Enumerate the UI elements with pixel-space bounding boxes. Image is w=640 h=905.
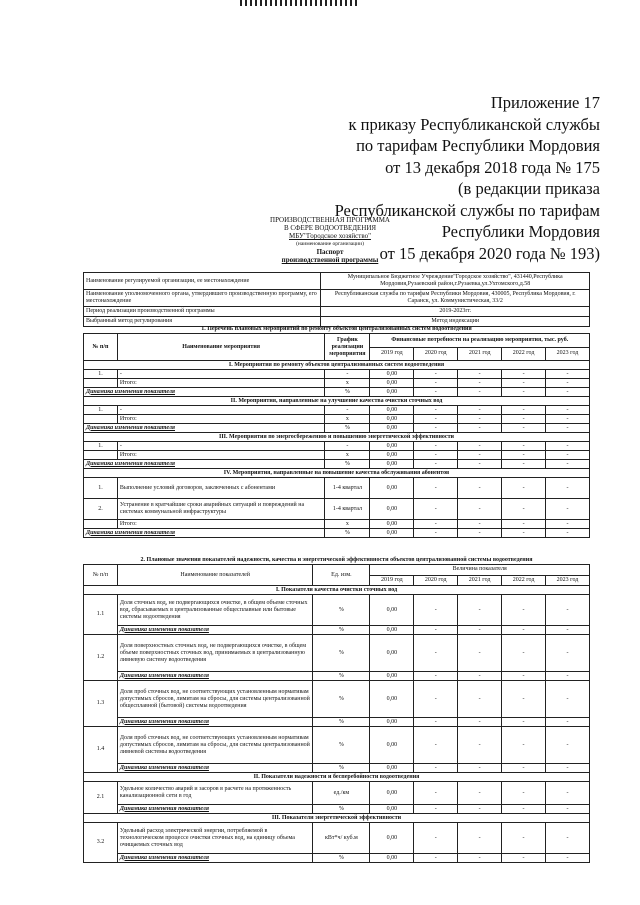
value-cell: - (458, 823, 502, 854)
year-header: 2021 год (458, 575, 502, 586)
row-number: 1. (84, 442, 118, 451)
indicator-name: Доля проб сточных вод, не соответствующих установленным нормативам допустимых сбросов, лимитам на сбросы, для системы централизованной ливневой системы водоотведения (117, 727, 313, 764)
passport-value: Муниципальное Бюджетное Учреждение"Городское хозяйство", 431440,Республика Мордовия,Рузаевский район,г.Рузаевка,ул.Ухтомского,д.58 (321, 273, 590, 290)
schedule-cell: 1-4 квартал (325, 478, 370, 499)
indicator-name: Удельное количество аварий и засоров в расчете на протяженность канализационной сети в год (117, 782, 313, 805)
value-cell: - (546, 370, 590, 379)
col-number: № п/п (84, 334, 118, 361)
value-cell: - (458, 718, 502, 727)
value-cell: 0,00 (370, 478, 414, 499)
unit-cell: % (313, 764, 370, 773)
year-header: 2022 год (502, 575, 546, 586)
value-cell: - (546, 415, 590, 424)
dynamics-label: Динамика изменения показателя (117, 805, 313, 814)
col-indicator-name: Наименование показателей (117, 565, 313, 586)
row-number: 1. (84, 370, 118, 379)
value-cell: - (546, 424, 590, 433)
header-line: от 15 декабря 2020 года № 193) (379, 243, 600, 263)
value-cell: - (546, 635, 590, 672)
value-cell: - (502, 805, 546, 814)
value-cell: - (414, 764, 458, 773)
value-cell: - (546, 388, 590, 397)
dynamics-label: Динамика изменения показателя (84, 388, 325, 397)
value-cell: - (414, 672, 458, 681)
value-cell: 0,00 (370, 442, 414, 451)
table-row (84, 672, 590, 681)
value-cell: 0,00 (370, 499, 414, 520)
row-number: 1.2 (84, 635, 118, 681)
value-cell: 0,00 (370, 370, 414, 379)
total-label: Итого: (117, 415, 325, 424)
unit-cell: % (313, 718, 370, 727)
value-cell: - (414, 718, 458, 727)
value-cell: - (546, 681, 590, 718)
table-header-row (84, 565, 590, 576)
table-row (84, 595, 590, 626)
dynamics-label: Динамика изменения показателя (117, 764, 313, 773)
value-cell: - (414, 478, 458, 499)
measure-name: - (117, 370, 325, 379)
value-cell: - (546, 451, 590, 460)
unit-cell: % (313, 681, 370, 718)
value-cell: 0,00 (370, 415, 414, 424)
table-row (84, 782, 590, 805)
value-cell: - (502, 727, 546, 764)
value-cell: - (502, 451, 546, 460)
measures-table (83, 325, 590, 538)
value-cell: 0,00 (370, 854, 414, 863)
value-cell: 0,00 (370, 388, 414, 397)
dynamics-label: Динамика изменения показателя (84, 529, 325, 538)
value-cell: - (546, 626, 590, 635)
schedule-cell: х (325, 520, 370, 529)
value-cell: - (502, 595, 546, 626)
value-cell: - (546, 764, 590, 773)
value-cell: 0,00 (370, 451, 414, 460)
value-cell: - (502, 424, 546, 433)
table-row (84, 718, 590, 727)
value-cell: - (458, 529, 502, 538)
header-line: от 13 декабря 2018 года № 175 (385, 157, 600, 177)
unit-cell: % (313, 727, 370, 764)
value-cell: - (458, 478, 502, 499)
schedule-cell: х (325, 379, 370, 388)
scan-mark (240, 0, 360, 6)
year-header: 2020 год (414, 575, 458, 586)
value-cell: - (502, 379, 546, 388)
table-row (84, 406, 590, 415)
table-row (84, 273, 590, 290)
section-heading: III. Мероприятия по энергосбережению и повышению энергетической эффективности (84, 433, 590, 442)
value-cell: - (502, 415, 546, 424)
row-number: 1.3 (84, 681, 118, 727)
value-cell: - (546, 595, 590, 626)
value-cell: - (502, 718, 546, 727)
year-header: 2023 год (546, 347, 590, 361)
table-row (84, 451, 590, 460)
value-cell: - (458, 415, 502, 424)
value-cell: - (546, 529, 590, 538)
unit-cell: % (313, 805, 370, 814)
value-cell: 0,00 (370, 626, 414, 635)
value-cell: - (458, 370, 502, 379)
value-cell: - (458, 681, 502, 718)
schedule-cell: - (325, 370, 370, 379)
indicator-name: Доля поверхностных сточных вод, не подвергающихся очистке, в общем объеме поверхностных сточных вод, принимаемых в централизованную ливневую систему водоотведения (117, 635, 313, 672)
col-unit: Ед. изм. (313, 565, 370, 586)
value-cell: - (546, 379, 590, 388)
value-cell: - (414, 681, 458, 718)
year-header: 2021 год (458, 347, 502, 361)
value-cell: - (546, 718, 590, 727)
value-cell: - (458, 727, 502, 764)
value-cell: - (414, 595, 458, 626)
table-row (84, 370, 590, 379)
passport-value: 2019-2023гг. (321, 307, 590, 317)
value-cell: - (502, 478, 546, 499)
dynamics-label: Динамика изменения показателя (117, 854, 313, 863)
value-cell: 0,00 (370, 379, 414, 388)
value-cell: - (502, 764, 546, 773)
measure-name: Устранение в кратчайшие сроки аварийных ситуаций и повреждений на системах коммунальной инфраструктуры (117, 499, 325, 520)
dynamics-label: Динамика изменения показателя (84, 460, 325, 469)
row-number: 1.1 (84, 595, 118, 635)
unit-cell: % (325, 529, 370, 538)
table-row (84, 415, 590, 424)
value-cell: - (458, 672, 502, 681)
value-cell: - (502, 635, 546, 672)
value-cell: - (546, 406, 590, 415)
unit-cell: кВт*ч/ куб.м (313, 823, 370, 854)
passport-value: Метод индексации (321, 317, 590, 327)
value-cell: - (414, 529, 458, 538)
table-row (84, 460, 590, 469)
passport-table (83, 272, 590, 327)
value-cell: 0,00 (370, 681, 414, 718)
total-label: Итого: (117, 520, 325, 529)
unit-cell: % (313, 854, 370, 863)
value-cell: - (502, 499, 546, 520)
program-title-block (160, 216, 500, 264)
passport-label: Наименование уполномоченного органа, утвердившего производственную программу, его местонахождение (84, 290, 321, 307)
header-line: Приложение 17 (490, 93, 600, 112)
header-line: Республиканской службы по тарифам (334, 200, 600, 220)
section-heading: III. Показатели энергетической эффективности (84, 814, 590, 823)
row-number: 2. (84, 499, 118, 520)
value-cell: - (502, 681, 546, 718)
schedule-cell: - (325, 442, 370, 451)
row-number: 1. (84, 478, 118, 499)
passport-subtitle: производственной программы (281, 256, 379, 264)
value-cell: 0,00 (370, 782, 414, 805)
value-cell: - (458, 782, 502, 805)
table-row (84, 635, 590, 672)
value-cell: - (458, 595, 502, 626)
total-label: Итого: (117, 379, 325, 388)
schedule-cell: 1-4 квартал (325, 499, 370, 520)
value-cell: - (414, 370, 458, 379)
value-cell: - (502, 520, 546, 529)
table-row (84, 727, 590, 764)
indicator-name: Удельный расход электрической энергии, потребляемой в технологическом процессе очистки сточных вод, на единицу объема очищаемых сточных вод (117, 823, 313, 854)
year-header: 2022 год (502, 347, 546, 361)
value-cell: - (502, 442, 546, 451)
table-row (84, 764, 590, 773)
value-cell: - (414, 782, 458, 805)
unit-cell: % (313, 595, 370, 626)
row-number: 1. (84, 406, 118, 415)
value-cell: - (546, 520, 590, 529)
value-cell: - (546, 478, 590, 499)
value-cell: - (458, 764, 502, 773)
value-cell: - (414, 406, 458, 415)
dynamics-label: Динамика изменения показателя (117, 672, 313, 681)
value-cell: - (458, 406, 502, 415)
value-cell: 0,00 (370, 595, 414, 626)
value-cell: - (458, 805, 502, 814)
dynamics-label: Динамика изменения показателя (117, 626, 313, 635)
value-cell: - (458, 451, 502, 460)
value-cell: - (414, 626, 458, 635)
unit-cell: ед./км (313, 782, 370, 805)
value-cell: - (458, 520, 502, 529)
passport-label: Период реализации производственной программы (84, 307, 321, 317)
table-header-row (84, 334, 590, 348)
value-cell: - (414, 805, 458, 814)
value-cell: - (414, 379, 458, 388)
value-cell: 0,00 (370, 718, 414, 727)
table-row (84, 823, 590, 854)
value-cell: - (546, 499, 590, 520)
section-heading: I. Показатели качества очистки сточных вод (84, 586, 590, 595)
value-cell: 0,00 (370, 672, 414, 681)
schedule-cell: х (325, 415, 370, 424)
section-heading: II. Показатели надежности и бесперебойности водоотведения (84, 773, 590, 782)
unit-cell: % (325, 388, 370, 397)
header-line: (в редакции приказа (458, 179, 600, 198)
passport-label: Наименование регулируемой организации, ее местонахождение (84, 273, 321, 290)
value-cell: 0,00 (370, 635, 414, 672)
year-header: 2019 год (370, 575, 414, 586)
value-cell: 0,00 (370, 764, 414, 773)
table-row (84, 854, 590, 863)
year-header: 2023 год (546, 575, 590, 586)
col-number: № п/п (84, 565, 118, 586)
value-cell: - (458, 854, 502, 863)
passport-value: Республиканская служба по тарифам Республики Мордовия, 430005, Республика Мордовия, г. Саранск, ул. Коммунистическая, 33/2 (321, 290, 590, 307)
value-cell: 0,00 (370, 520, 414, 529)
value-cell: 0,00 (370, 529, 414, 538)
value-cell: - (458, 460, 502, 469)
organization-name: МБУ"Городское хозяйство" (289, 232, 371, 240)
value-cell: - (458, 388, 502, 397)
value-cell: 0,00 (370, 823, 414, 854)
unit-cell: % (325, 460, 370, 469)
measures-caption: 1. Перечень плановых мероприятий по ремонту объектов централизованных систем водоотведения (84, 325, 590, 334)
value-cell: - (458, 499, 502, 520)
value-cell: - (502, 388, 546, 397)
value-cell: - (414, 727, 458, 764)
dynamics-label: Динамика изменения показателя (117, 718, 313, 727)
value-cell: - (546, 460, 590, 469)
value-cell: - (414, 424, 458, 433)
value-cell: 0,00 (370, 727, 414, 764)
value-cell: - (502, 406, 546, 415)
value-cell: - (458, 442, 502, 451)
table-row (84, 626, 590, 635)
value-cell: - (414, 520, 458, 529)
value-cell: - (414, 442, 458, 451)
table-row (84, 388, 590, 397)
section-heading: I. Мероприятия по ремонту объектов централизованных систем водоотведения (84, 361, 590, 370)
total-label: Итого: (117, 451, 325, 460)
value-cell: - (414, 854, 458, 863)
unit-cell: % (325, 424, 370, 433)
dynamics-label: Динамика изменения показателя (84, 424, 325, 433)
value-cell: - (546, 672, 590, 681)
year-header: 2019 год (370, 347, 414, 361)
measure-name: Выполнение условий договоров, заключенных с абонентами (117, 478, 325, 499)
value-cell: - (546, 782, 590, 805)
header-line: Республики Мордовия (441, 222, 600, 241)
table-row (84, 529, 590, 538)
value-cell: - (502, 854, 546, 863)
value-cell: - (502, 529, 546, 538)
unit-cell: % (313, 626, 370, 635)
table-row (84, 681, 590, 718)
value-cell: - (546, 727, 590, 764)
table-row (84, 520, 590, 529)
table-row (84, 805, 590, 814)
row-number: 3.2 (84, 823, 118, 863)
table-row (84, 290, 590, 307)
col-schedule: График реализации мероприятия (325, 334, 370, 361)
value-cell: - (502, 460, 546, 469)
indicator-name: Доля проб сточных вод, не соответствующих установленным нормативам допустимых сбросов, лимитам на сбросы, для системы централизованной общесплавной (бытовой) системы водоотведения (117, 681, 313, 718)
value-cell: - (502, 823, 546, 854)
col-measure-name: Наименование мероприятия (117, 334, 325, 361)
header-line: по тарифам Республики Мордовия (356, 136, 600, 155)
passport-label: Выбранный метод регулирования (84, 317, 321, 327)
table-row (84, 499, 590, 520)
value-cell: - (414, 499, 458, 520)
unit-cell: % (313, 672, 370, 681)
value-cell: - (502, 782, 546, 805)
value-cell: - (458, 626, 502, 635)
row-number: 2.1 (84, 782, 118, 814)
value-cell: - (414, 451, 458, 460)
value-cell: - (414, 635, 458, 672)
table-row (84, 307, 590, 317)
table-row (84, 478, 590, 499)
table-row (84, 424, 590, 433)
table-row (84, 442, 590, 451)
value-cell: - (546, 823, 590, 854)
col-finance: Финансовые потребности на реализацию мероприятия, тыс. руб. (370, 334, 590, 348)
value-cell: - (414, 823, 458, 854)
schedule-cell: - (325, 406, 370, 415)
measure-name: - (117, 442, 325, 451)
value-cell: - (458, 635, 502, 672)
indicators-table (83, 556, 590, 863)
value-cell: - (414, 415, 458, 424)
value-cell: 0,00 (370, 424, 414, 433)
col-value: Величина показателя (370, 565, 590, 576)
table-row (84, 379, 590, 388)
indicator-name: Доля сточных вод, не подвергающихся очистке, в общем объеме сточных вод, сбрасываемых в централизованные общесплавные или бытовые системы водоотведения (117, 595, 313, 626)
header-line: к приказу Республиканской службы (348, 114, 600, 134)
program-subtitle: В СФЕРЕ ВОДООТВЕДЕНИЯ (283, 224, 377, 232)
value-cell: - (458, 424, 502, 433)
passport-title: Паспорт (316, 248, 344, 256)
value-cell: 0,00 (370, 406, 414, 415)
value-cell: - (546, 854, 590, 863)
value-cell: - (502, 626, 546, 635)
section-heading: IV. Мероприятия, направленные на повышение качества обслуживания абонентов (84, 469, 590, 478)
unit-cell: % (313, 635, 370, 672)
value-cell: 0,00 (370, 805, 414, 814)
row-number: 1.4 (84, 727, 118, 773)
value-cell: - (414, 460, 458, 469)
section-heading: II. Мероприятия, направленные на улучшение качества очистки сточных вод (84, 397, 590, 406)
value-cell: - (414, 388, 458, 397)
value-cell: - (546, 805, 590, 814)
value-cell: - (458, 379, 502, 388)
program-title: ПРОИЗВОДСТВЕННАЯ ПРОГРАММА (270, 216, 390, 224)
value-cell: 0,00 (370, 460, 414, 469)
organization-note: (наименование организации) (296, 241, 364, 247)
value-cell: - (502, 370, 546, 379)
value-cell: - (502, 672, 546, 681)
value-cell: - (546, 442, 590, 451)
year-header: 2020 год (414, 347, 458, 361)
measure-name: - (117, 406, 325, 415)
indicators-caption: 2. Плановые значения показателей надежности, качества и энергетической эффективности объектов централизованной системы водоотведения (84, 556, 590, 565)
schedule-cell: х (325, 451, 370, 460)
